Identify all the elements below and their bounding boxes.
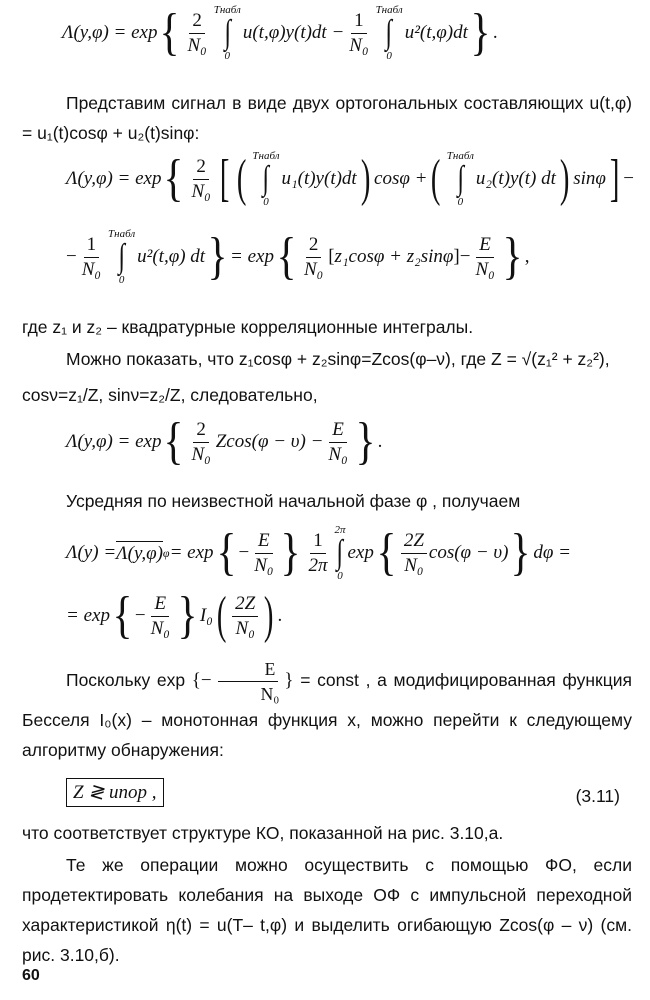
paragraph-7: Те же операции можно осуществить с помощью ФО, если продетектировать колебания на выходе ОФ с импульсной переходной характеристикой η(t) = u(T– t,φ) и выделить огибающую Zcos(φ – ν) (см. рис. 3.10,б). [22,855,632,965]
eq1-frac1: $\frac{2}{\text{N₀}}$ [187,9,207,56]
equation-4: Λ(y,φ) = exp { $\frac{2}{\text{N₀}}$ Zcos(φ − υ) − $\frac{E}{\text{N₀}}$ } . [66,413,383,470]
equation-6: = exp { − $\frac{E}{\text{N₀}}$ } I₀ ( $\frac{2Z}{\text{N₀}}$ ) . [66,587,283,644]
paragraph-2: где z₁ и z₂ – квадратурные корреляционные интегралы. [22,317,474,337]
equation-3-11 [66,778,164,807]
eq1-integrand1: u(t,φ)y(t)dt − [242,22,345,43]
page-number: 60 [22,967,40,984]
paragraph-3b: cosν=z₁/Z, sinν=z₂/Z, следовательно, [22,385,318,405]
paragraph-5: Поскольку exp {− $\frac{E}{\text{N₀}}$ } = const , а модифицированная функция Бесселя I₀(x) – монотонная функция x, можно перейти к следующему алгоритму обнаружения: [22,659,632,760]
equation-5: Λ(y) = Λ(y,φ) φ = exp { − $\frac{E}{\text{N₀}}$ } $\frac{1}{2\pi}$ 2π ∫ 0 exp { $\frac{2Z}{\text{N₀}}$ cos(φ − υ) } dφ = [66,524,572,582]
paragraph-4: Усредняя по неизвестной начальной фазе φ , получаем [66,491,521,511]
paragraph-3: Можно показать, что z₁cosφ + z₂sinφ=Zcos(φ–ν), где Z = √(z₁² + z₂²), [66,349,610,369]
eq1-integral2: Tнабл ∫ 0 [375,4,403,62]
paragraph-1: Представим сигнал в виде двух ортогональных составляющих u(t,φ) = u₁(t)cosφ + u₂(t)sinφ: [22,93,632,143]
eq1-integral1: Tнабл ∫ 0 [213,4,241,62]
equation-2: Λ(y,φ) = exp { $\frac{2}{\text{N₀}}$ [ ( Tнабл ∫ 0 u₁(t)y(t)dt ) cosφ + ( Tнабл ∫ 0 u₂(t)y(t) dt ) sinφ ] − [66,150,634,208]
paragraph-6: что соответствует структуре КО, показанной на рис. 3.10,а. [22,823,504,843]
eq1-lhs: Λ(y,φ) = exp [62,22,158,43]
eq1-frac2: $\frac{1}{\text{N₀}}$ [349,9,369,56]
equation-3: − $\frac{1}{\text{N₀}}$ Tнабл ∫ 0 u²(t,φ) dt } = exp { $\frac{2}{\text{N₀}}$ [ z₁cosφ + z₂sinφ ] − $\frac{E}{\text{N₀}}$ } , [66,228,530,286]
eq5-average: Λ(y,φ) [116,543,163,564]
equation-number: (3.11) [575,786,620,806]
boxed-algorithm: Z ≷ uпор , [66,778,164,807]
equation-1: Λ(y,φ) = exp { $\frac{2}{\text{N₀}}$ Tнабл ∫ 0 u(t,φ)y(t)dt − $\frac{1}{\text{N₀}}$ Tнабл ∫ 0 u²(t,φ)dt } . [62,4,498,62]
eq1-integrand2: u²(t,φ)dt [404,22,468,43]
sqrt-expression: Z = √(z₁² + z₂²), [491,349,610,369]
